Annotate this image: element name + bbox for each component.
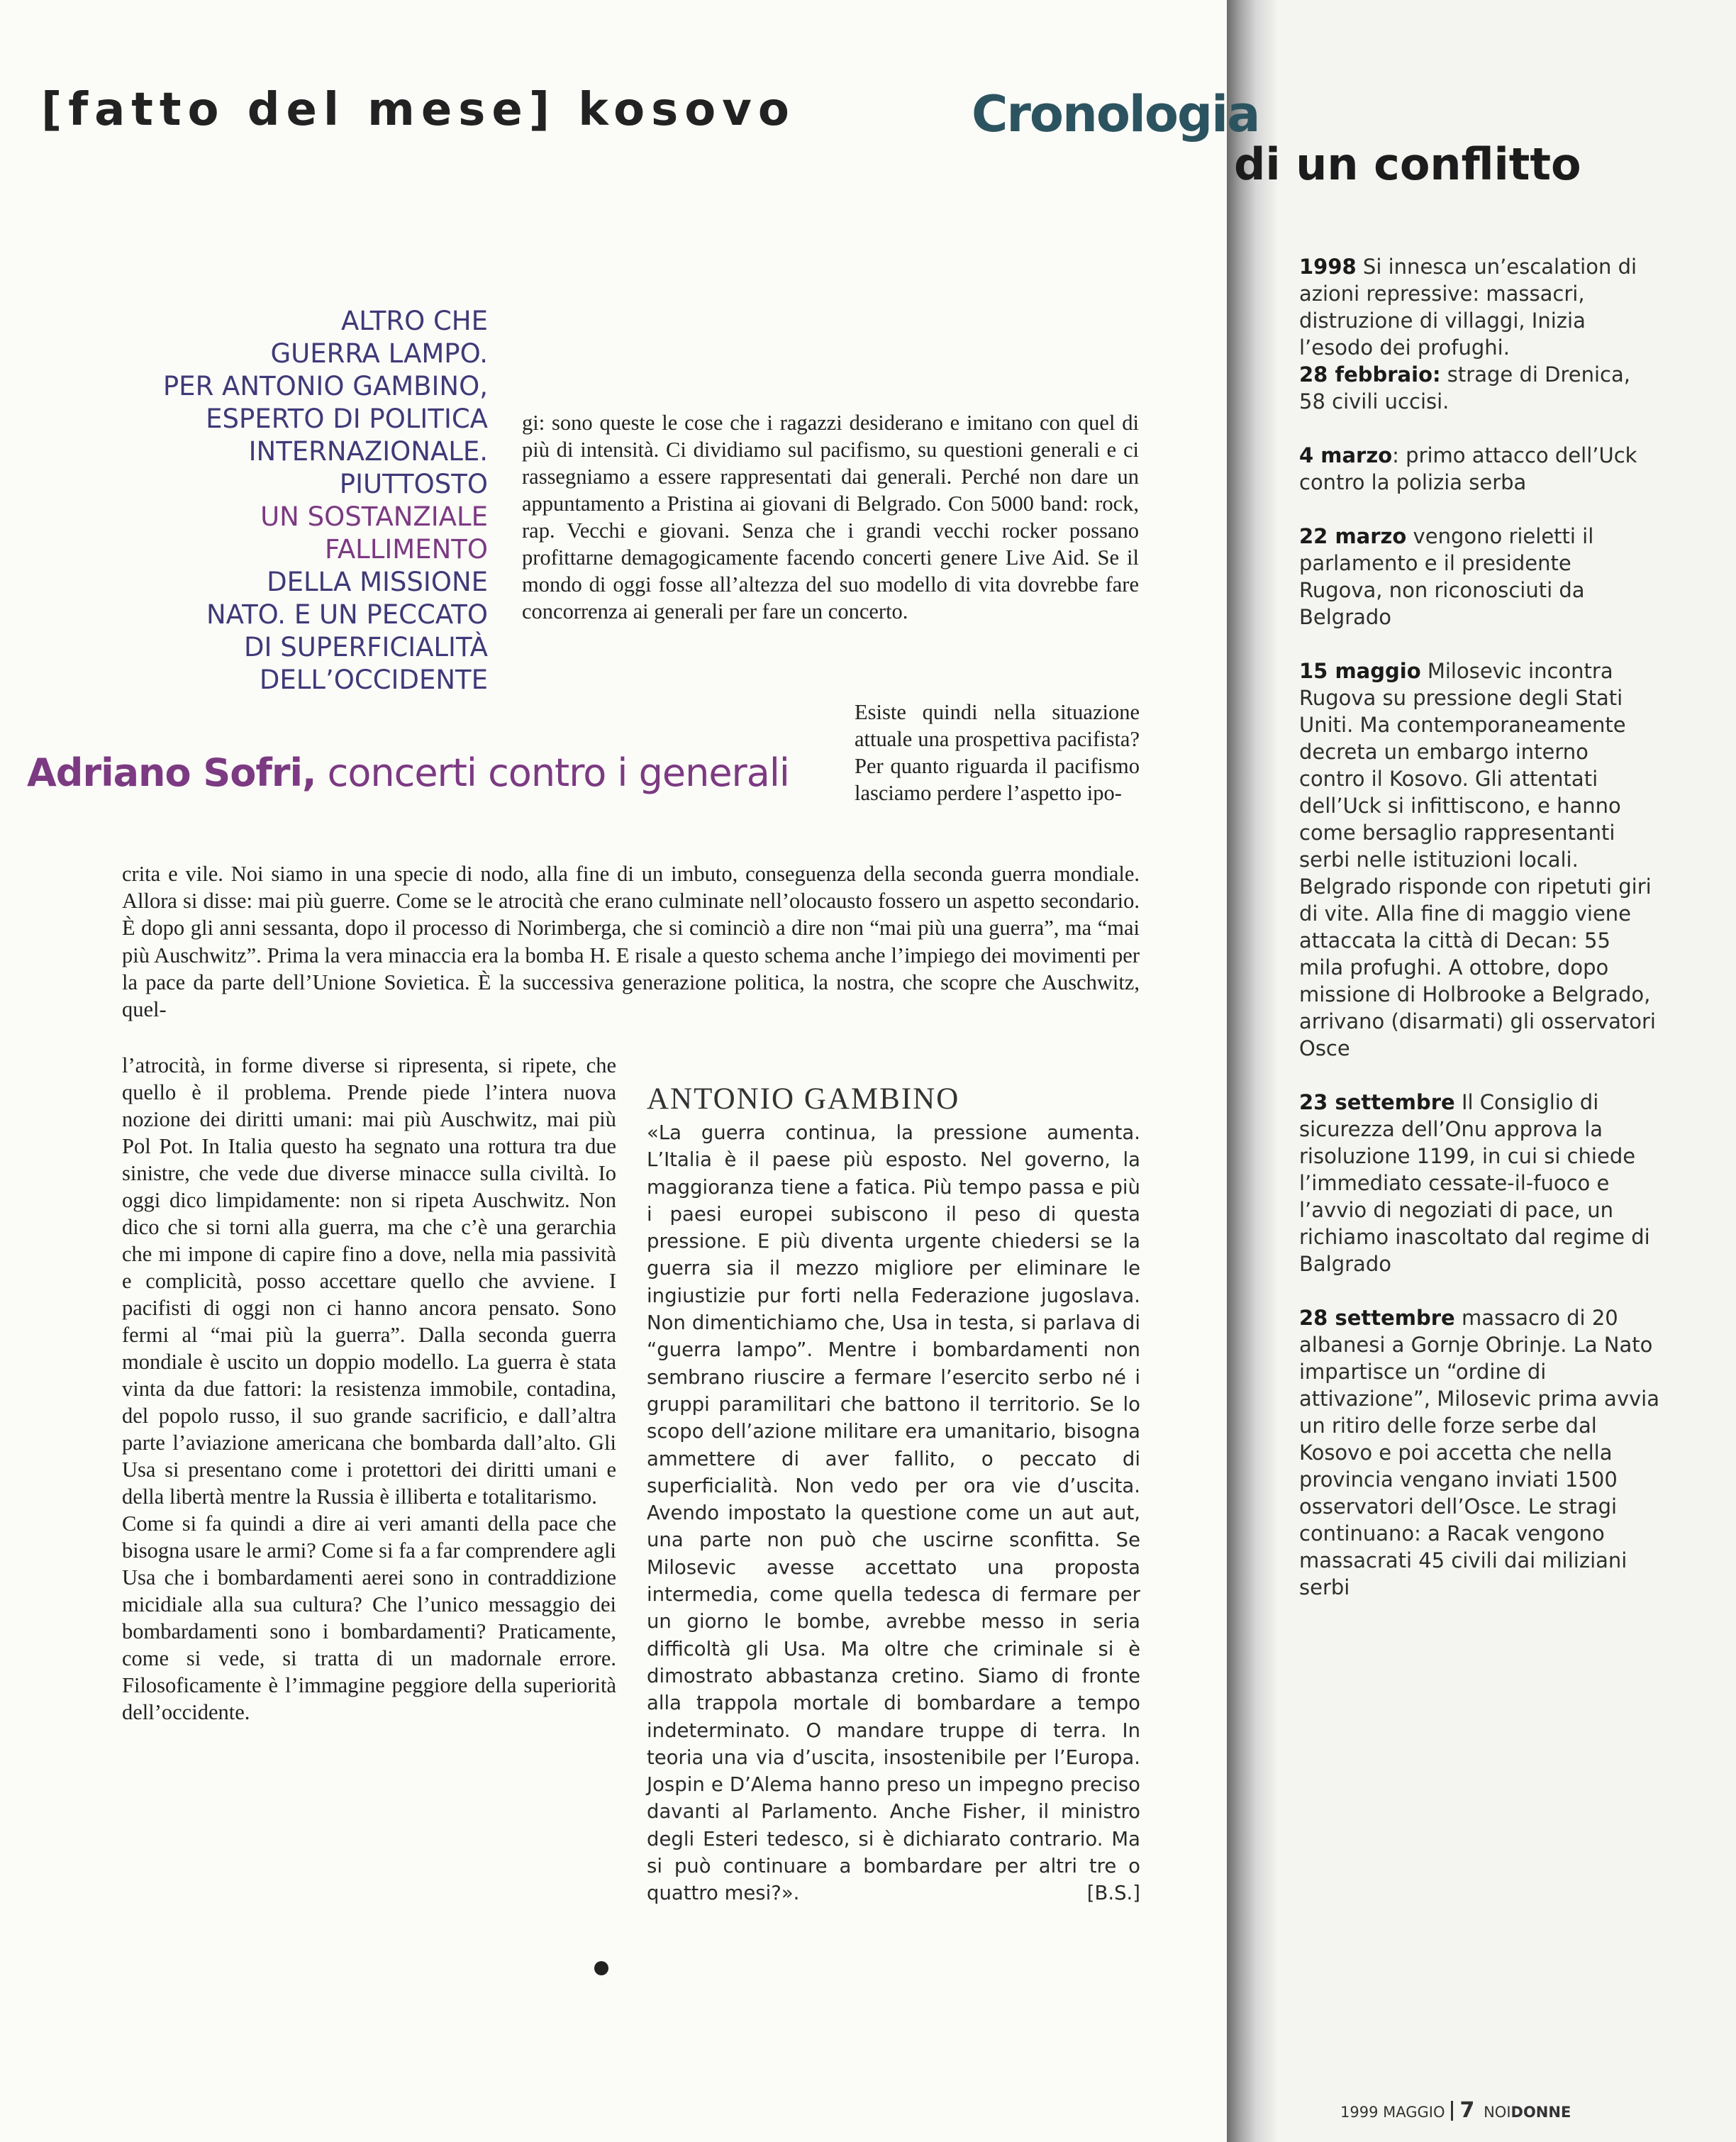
chronology-entry [1299,253,1659,415]
chronology-date: 4 marzo [1299,443,1393,467]
chronology-text: strage di Drenica, 58 civili uccisi. [1299,362,1630,414]
chronology-entry [1299,1304,1659,1601]
chronology-entry [1299,523,1659,631]
standfirst-line: GUERRA LAMPO. [270,338,488,369]
footer-date: 1999 MAGGIO [1340,2104,1445,2121]
standfirst-line: ALTRO CHE [340,306,488,336]
chronology-entry [1299,657,1659,1062]
page-number: 7 [1459,2098,1475,2123]
chronology-entry [1299,442,1659,496]
chronology-text: Milosevic incontra Rugova su pressione degli Stati Uniti. Ma contemporaneamente decreta un embargo interno contro il Kosovo. Gli attentati dell’Uck si infittiscono, e hanno come bersaglio rappresentanti serbi nelle istituzioni locali. Belgrado risponde con ripetuti giri di vite. Alla fine di maggio viene attaccata la città di Decan: 55 mila profughi. A ottobre, dopo missione di Holbrooke a Belgrado, arrivano (disarmati) gli osservatori Osce [1299,659,1656,1060]
headline-title: concerti contro i generali [316,750,789,795]
standfirst-line: PER ANTONIO GAMBINO, [162,371,488,401]
standfirst-line: PIUTTOSTO [339,469,488,499]
chronology-date: 1998 [1299,255,1357,279]
section-header [41,84,796,136]
end-of-article-bullet [594,1961,608,1975]
standfirst-line: FALLIMENTO [324,534,488,565]
footer-separator [1451,2101,1453,2121]
interview-body: «La guerra continua, la pressione aumenta. L’Italia è il paese più esposto. Nel governo, la maggioranza tiene a fatica. Più tempo passa e più i paesi europei subiscono il peso di questa pressione. E più diventa urgente chiedersi se la guerra sia il mezzo migliore per eliminare le ingiustizie pur forti nella Federazione jugoslava. Non dimentichiamo che, Usa in testa, si parlava di “guerra lampo”. Mentre i bombardamenti non sembrano riuscire a fermare l’esercito serbo né i gruppi paramilitari che battono il territorio. Se lo scopo dell’azione militare era umanitario, bisogna ammettere di aver fallito, o peccato di superficialità. Non vedo per ora vie d’uscita. Avendo impostato la questione come un aut aut, una parte non può che uscirne sconfitta. Se Milosevic avesse accettato una proposta intermedia, come quella tedesca di fermare per un giorno le bombe, avrebbe messo in seria difficoltà gli Usa. Ma oltre che criminale si è dimostrato abbastanza cretino. Siamo di fronte alla trappola mortale di bombardare a tempo indeterminato. O mandare truppe di terra. In teoria una via d’uscita, insostenibile per l’Europa. Jospin e D’Alema hanno preso un impegno preciso davanti al Parlamento. Anche Fisher, il ministro degli Esteri tedesco, si è dichiarato contrario. Ma si può continuare a bombardare per altri tre o quattro mesi?». [647,1121,1140,1905]
chronology-date: 28 febbraio: [1299,362,1441,387]
chronology-subtitle: di un conflitto [1234,138,1581,190]
magazine-brand [1484,2104,1571,2121]
chronology-text: massacro di 20 albanesi a Gornje Obrinje. La Nato impartisce un “ordine di attivazione”, Milosevic prima avvia un ritiro delle forze serbe dal Kosovo e poi accetta che nella provincia vengano inviati 1500 osservatori dell’Osce. Le stragi continuano: a Racak vengono massacrati 45 civili dai miliziani serbi [1299,1306,1659,1599]
article-paragraph: Come si fa quindi a dire ai veri amanti della pace che bisogna usare le armi? Come si fa a far comprendere agli Usa che i bombardamenti aerei sono in contraddizione micidiale alla sua cultura? Che l’unico messaggio dei bombardamenti sono i bombardamenti? Praticamente, come si vede, si tratta di un madornale errore. Filosoficamente è l’immagine peggiore della superiorità dell’occidente. [122,1511,616,1724]
brand-light: NOI [1484,2104,1511,2121]
standfirst-line: INTERNAZIONALE. [248,436,488,467]
chronology-date: 28 settembre [1299,1306,1455,1330]
article-text-wide: crita e vile. Noi siamo in una specie di nodo, alla fine di un imbuto, conseguenza della seconda guerra mondiale. Allora si disse: mai più guerre. Come se le atrocità che erano culminate nell’olocausto fossero un aspetto secondario. È dopo gli anni sessanta, dopo il processo di Norimberga, che si cominciò a dire non “mai più una guerra”, ma “mai più Auschwitz”. Prima la vera minaccia era la bomba H. E risale a questo schema anche l’impiego dei movimenti per la pace da parte dell’Unione Sovietica. È la successiva generazione politica, la nostra, che scopre che Auschwitz, quel- [122,862,1140,1022]
standfirst-line: ESPERTO DI POLITICA [206,404,488,434]
article-headline [27,750,789,795]
chronology-text: vengono rieletti il parlamento e il presidente Rugova, non riconosciuti da Belgrado [1299,524,1594,629]
chronology-date: 15 maggio [1299,659,1421,683]
standfirst [142,305,488,697]
standfirst-line: UN SOSTANZIALE [260,501,488,532]
article-column-left [122,1052,616,1726]
article-text-narrow: Esiste quindi nella situazione attuale una prospettiva pacifista? Per quanto riguarda il pacifismo lasciamo perdere l’aspetto ipo- [855,700,1140,805]
page-gutter-shadow [1227,0,1276,2142]
article-text-top: gi: sono queste le cose che i ragazzi desiderano e imitano con quel di più di intensità. Ci dividiamo sul pacifismo, su questioni generali e ci rassegniamo a essere rappresentati dai generali. Perché non dare un appuntamento a Pristina ai giovani di Belgrado. Con 5000 band: rock, rap. Vecchi e giovani. Senza che i grandi vecchi rocker possano profittarne demagogicamente facendo concerti genere Live Aid. Se il mondo di oggi fosse all’altezza del suo modello di vita dovrebbe fare concorrenza ai generali per fare un concerto. [522,411,1139,623]
standfirst-line: DI SUPERFICIALITÀ [244,632,488,662]
chronology-date: 22 marzo [1299,524,1407,548]
page-footer [1340,2098,1571,2123]
chronology-title: Cronologia [972,85,1259,143]
interview-signature: [B.S.] [1086,1882,1140,1905]
headline-author: Adriano Sofri, [27,750,316,795]
standfirst-line: DELL’OCCIDENTE [259,665,488,695]
article-paragraph: l’atrocità, in forme diverse si ripresenta, si ripete, che quello è il problema. Prende piede l’intera nuova nozione dei diritti umani: mai più Auschwitz, mai più Pol Pot. In Italia questo ha segnato una rottura tra due sinistre, che vede due diverse minacce sulla civiltà. Io oggi dico limpidamente: non si ripeta Auschwitz. Non dico che si torni alla guerra, ma che c’è una gerarchia che mi impone di capire fino a dove, nella mia passività e complicità, posso accettare quello che avviene. I pacifisti di oggi non ci hanno ancora pensato. Sono fermi al “mai più la guerra”. Dalla seconda guerra mondiale è uscito un doppio modello. La guerra è stata vinta da due fattori: la resistenza immobile, contadina, del popolo russo, il suo grande sacrificio, e dall’altra parte l’aviazione americana che bombarda dall’alto. Gli Usa si presentano come i protettori dei diritti umani e della libertà mentre la Russia è illiberta e totalitarismo. [122,1053,616,1509]
brand-bold: DONNE [1510,2104,1571,2121]
chronology-date: 23 settembre [1299,1090,1455,1114]
interview-text [647,1119,1140,1907]
section-label: [fatto del mese] [41,84,556,136]
chronology-text: Si innesca un’escalation di azioni repressive: massacri, distruzione di villaggi, Inizia l’esodo dei profughi. [1299,255,1637,360]
chronology-text: Il Consiglio di sicurezza dell’Onu approva la risoluzione 1199, in cui si chiede l’immediato cessate-il-fuoco e l’avvio di negoziati di pace, un richiamo inascoltato dal regime di Balgrado [1299,1090,1650,1276]
chronology-text: : primo attacco dell’Uck contro la polizia serba [1299,443,1637,494]
standfirst-line: NATO. E UN PECCATO [206,599,488,630]
chronology-entry [1299,1089,1659,1277]
section-topic: kosovo [578,84,796,136]
standfirst-line: DELLA MISSIONE [267,567,488,597]
chronology-list [1299,253,1659,1628]
interview-name: ANTONIO GAMBINO [647,1082,960,1116]
